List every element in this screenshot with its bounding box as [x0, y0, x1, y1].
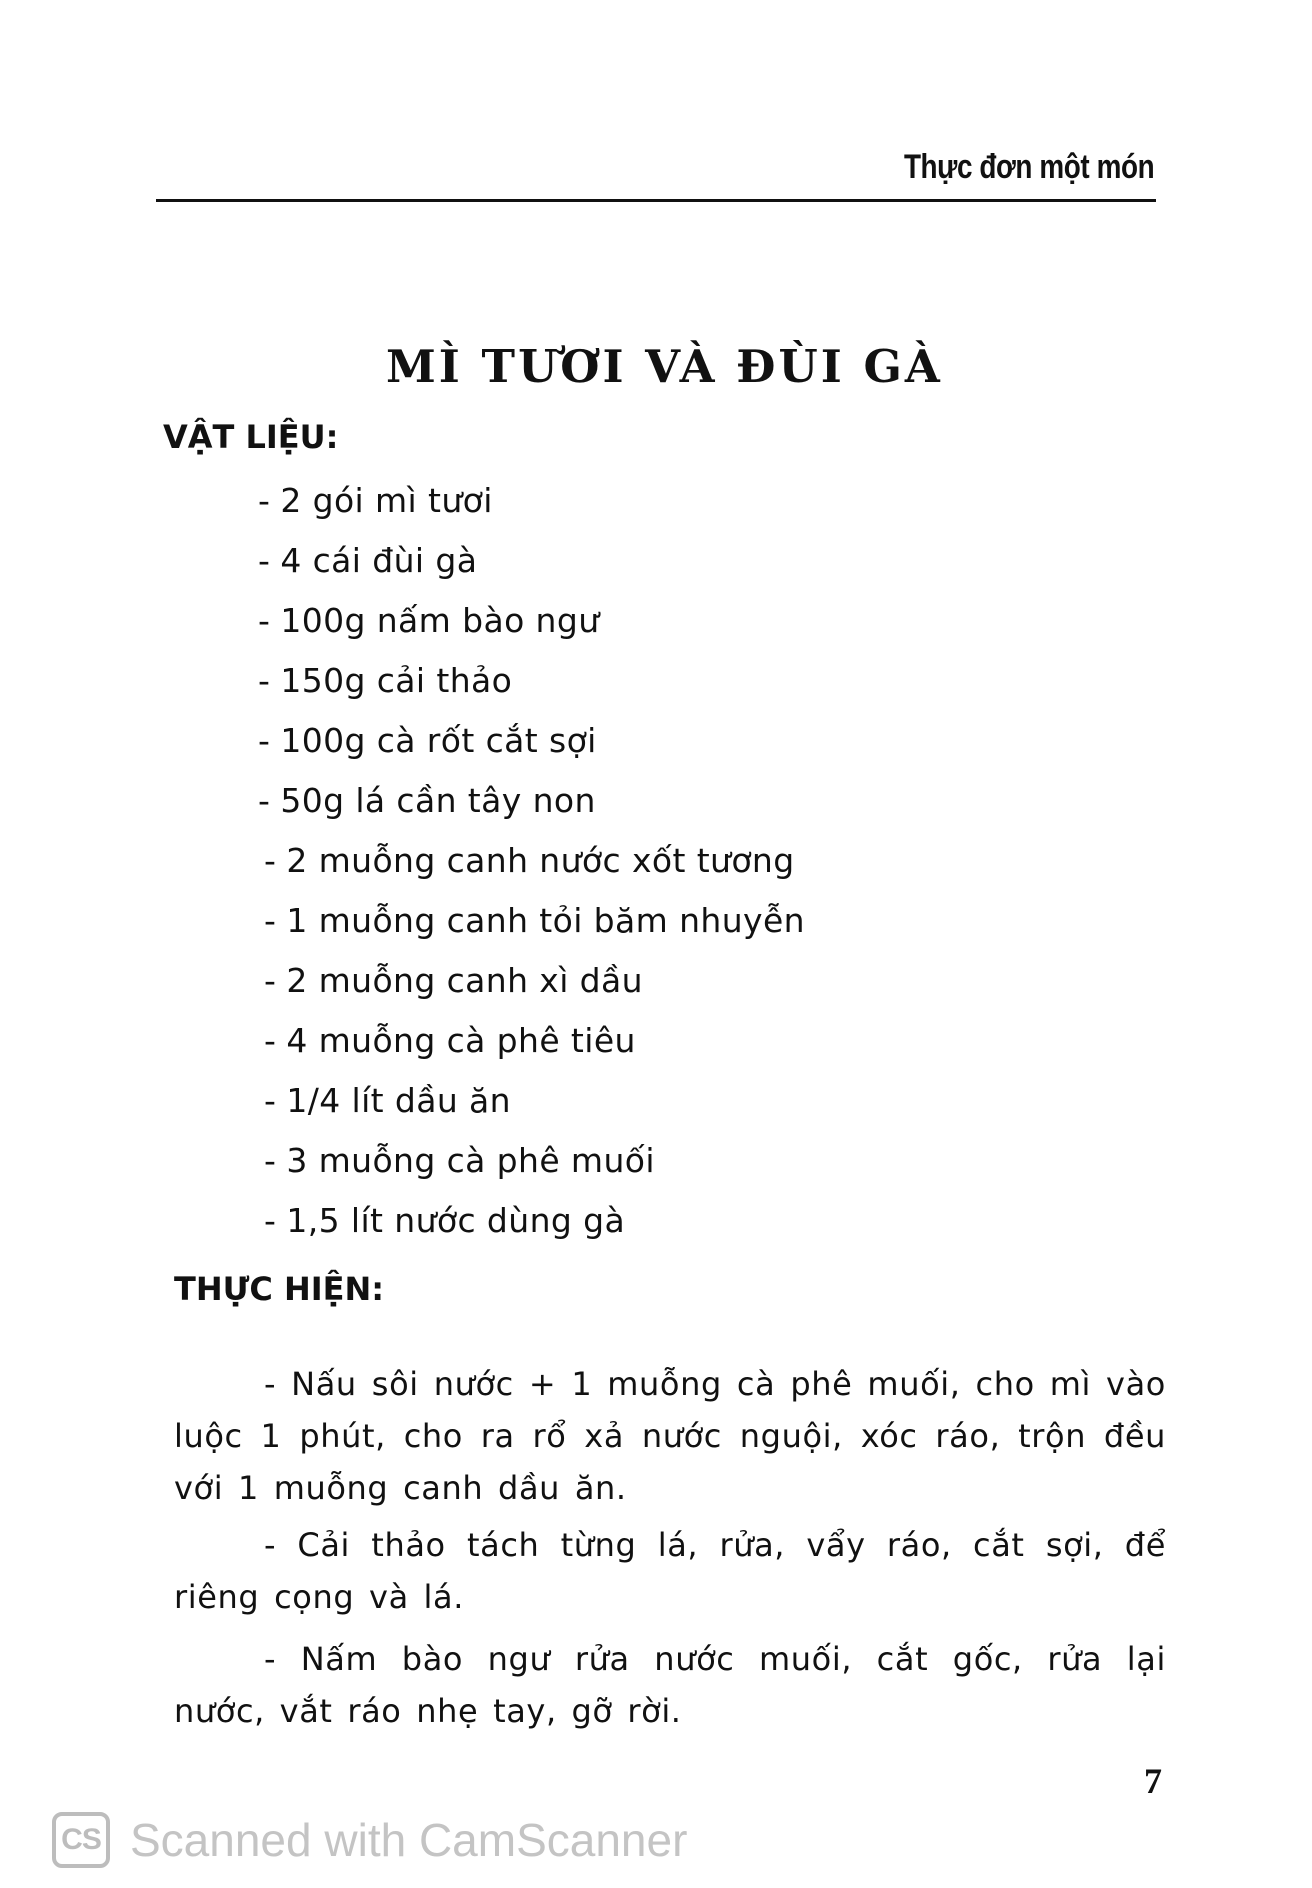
list-dash: - — [258, 661, 271, 700]
ingredient-item — [258, 956, 805, 1016]
ingredient-list — [258, 476, 805, 1256]
ingredient-item — [258, 596, 805, 656]
list-dash: - — [264, 841, 277, 880]
ingredient-item — [258, 536, 805, 596]
list-dash: - — [264, 901, 277, 940]
page-number: 7 — [1144, 1761, 1162, 1801]
list-dash: - — [264, 1141, 277, 1180]
method-step: - Nấm bào ngư rửa nước muối, cắt gốc, rửa lại nước, vắt ráo nhẹ tay, gỡ rời. — [174, 1640, 1166, 1730]
ingredient-item — [258, 776, 805, 836]
ingredient-item — [258, 716, 805, 776]
list-dash: - — [258, 601, 271, 640]
camscanner-logo-icon: CS — [52, 1812, 110, 1868]
list-dash: - — [264, 1021, 277, 1060]
ingredient-item — [258, 656, 805, 716]
ingredient-item — [258, 1076, 805, 1136]
ingredient-text: 100g nấm bào ngư — [280, 601, 600, 640]
ingredient-item — [258, 1136, 805, 1196]
ingredient-text: 2 muỗng canh xì dầu — [286, 961, 643, 1000]
watermark-text: Scanned with CamScanner — [130, 1814, 688, 1866]
scanner-watermark — [52, 1812, 687, 1868]
running-header: Thực đơn một món — [903, 148, 1154, 186]
materials-heading: VẬT LIỆU: — [163, 418, 339, 456]
ingredient-item — [258, 896, 805, 956]
ingredient-text: 4 muỗng cà phê tiêu — [286, 1021, 636, 1060]
ingredient-item — [258, 476, 805, 536]
ingredient-text: 100g cà rốt cắt sợi — [280, 721, 597, 760]
list-dash: - — [258, 781, 271, 820]
ingredient-text: 2 gói mì tươi — [280, 481, 493, 520]
ingredient-text: 50g lá cần tây non — [280, 781, 596, 820]
list-dash: - — [264, 1201, 277, 1240]
ingredient-text: 1,5 lít nước dùng gà — [286, 1201, 626, 1240]
ingredient-text: 150g cải thảo — [280, 661, 513, 700]
list-dash: - — [258, 541, 271, 580]
header-rule — [156, 199, 1156, 202]
method-step: - Nấu sôi nước + 1 muỗng cà phê muối, cho mì vào luộc 1 phút, cho ra rổ xả nước nguội, xóc ráo, trộn đều với 1 muỗng canh dầu ăn. — [174, 1365, 1166, 1507]
ingredient-text: 1 muỗng canh tỏi băm nhuyễn — [286, 901, 805, 940]
list-dash: - — [258, 481, 271, 520]
ingredient-text: 1/4 lít dầu ăn — [286, 1081, 511, 1120]
ingredient-text: 3 muỗng cà phê muối — [286, 1141, 655, 1180]
method-step: - Cải thảo tách từng lá, rửa, vẩy ráo, cắt sợi, để riêng cọng và lá. — [174, 1526, 1166, 1616]
recipe-title: MÌ TƯƠI VÀ ĐÙI GÀ — [386, 340, 943, 394]
list-dash: - — [264, 961, 277, 1000]
ingredient-text: 4 cái đùi gà — [280, 541, 478, 580]
ingredient-item — [258, 1016, 805, 1076]
ingredient-item — [258, 836, 805, 896]
list-dash: - — [264, 1081, 277, 1120]
ingredient-item — [258, 1196, 805, 1256]
list-dash: - — [258, 721, 271, 760]
ingredient-text: 2 muỗng canh nước xốt tương — [286, 841, 795, 880]
method-heading: THỰC HIỆN: — [174, 1270, 385, 1308]
